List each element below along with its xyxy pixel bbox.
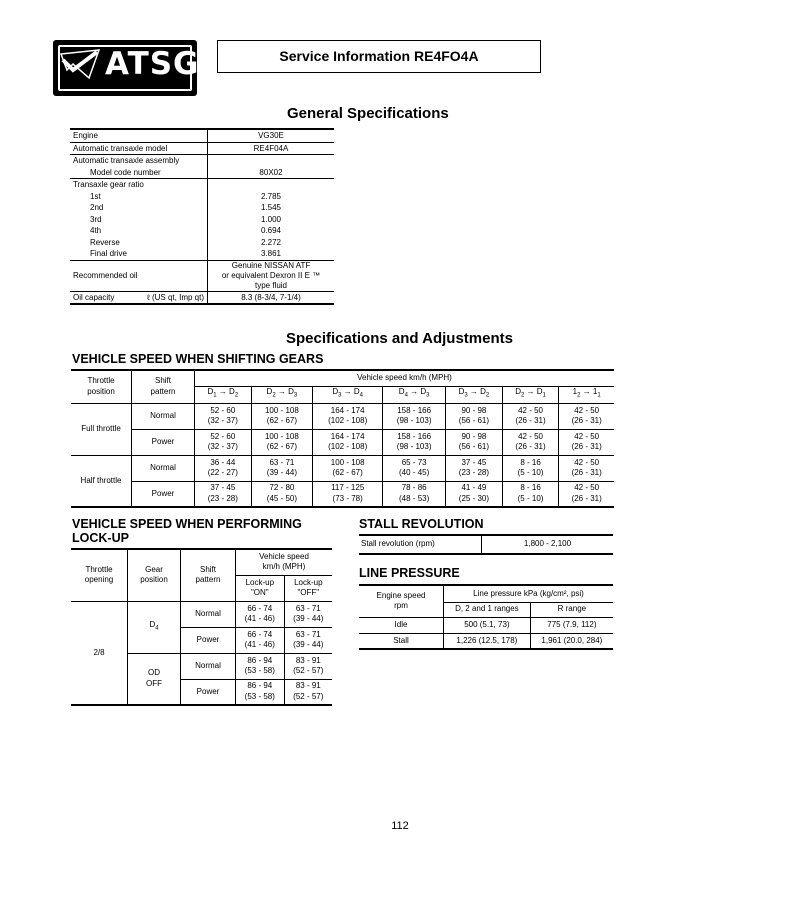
- throttle-opening-header: Throttle opening: [71, 549, 128, 601]
- line-pressure-row: [359, 633, 613, 649]
- speed-cell: 78 - 86 (48 - 53): [383, 481, 446, 507]
- speed-cell: 65 - 73 (40 - 45): [383, 455, 446, 481]
- pattern-cell: Normal: [132, 455, 195, 481]
- pattern-cell: Power: [132, 429, 195, 455]
- line-pressure-table: [359, 584, 613, 650]
- engine-speed-cell: Idle: [359, 617, 444, 633]
- capacity-value: 8.3 (8-3/4, 7-1/4): [208, 291, 335, 304]
- spec-label: Transaxle gear ratio: [70, 179, 208, 191]
- spec-row: [70, 248, 334, 260]
- r-range-cell: 775 (7.9, 112): [530, 617, 613, 633]
- lockup-on-cell: 66 - 74 (41 - 46): [236, 601, 285, 627]
- throttle-opening-cell: 2/8: [71, 601, 128, 705]
- speed-cell: 42 - 50 (26 - 31): [502, 403, 559, 429]
- shift-row: [71, 455, 614, 481]
- service-info-title: Service Information RE4FO4A: [279, 48, 479, 64]
- shift-column-header: $D_1 \to D_2$: [195, 386, 252, 403]
- speed-cell: 164 - 174 (102 - 108): [313, 403, 383, 429]
- spec-label: 1st: [90, 191, 101, 201]
- stall-value: 1,800 - 2,100: [482, 535, 614, 554]
- lockup-off-cell: 83 - 91 (52 - 57): [284, 679, 332, 705]
- spec-value: 1.545: [208, 202, 335, 214]
- r-range-header: R range: [530, 602, 613, 617]
- throttle-position-header: Throttle position: [71, 370, 132, 403]
- speed-cell: 100 - 108 (62 - 67): [251, 429, 313, 455]
- d-range-cell: 500 (5.1, 73): [444, 617, 531, 633]
- lockup-on-cell: 86 - 94 (53 - 58): [236, 679, 285, 705]
- spec-row: [70, 225, 334, 237]
- speed-cell: 90 - 98 (56 - 61): [446, 403, 503, 429]
- atsg-logo: [53, 40, 200, 96]
- speed-cell: 37 - 45 (23 - 28): [446, 455, 503, 481]
- capacity-row: [70, 291, 334, 304]
- pattern-cell: Normal: [181, 653, 236, 679]
- spec-value: 2.272: [208, 237, 335, 249]
- general-specs-title: General Specifications: [287, 105, 449, 122]
- lockup-row: [71, 601, 332, 627]
- speed-cell: 72 - 80 (45 - 50): [251, 481, 313, 507]
- shift-row: [71, 481, 614, 507]
- speed-cell: 90 - 98 (56 - 61): [446, 429, 503, 455]
- stall-label: Stall revolution (rpm): [359, 535, 482, 554]
- pattern-cell: Power: [132, 481, 195, 507]
- speed-cell: 42 - 50 (26 - 31): [559, 455, 614, 481]
- spec-row: [70, 237, 334, 249]
- capacity-unit: ℓ (US qt, Imp qt): [147, 292, 204, 302]
- spec-row: [70, 167, 334, 179]
- speed-cell: 42 - 50 (26 - 31): [559, 429, 614, 455]
- logo-text: ATSG: [105, 46, 200, 82]
- capacity-label: [70, 291, 208, 304]
- gear-position-header: Gear position: [128, 549, 181, 601]
- shift-pattern-header: Shift pattern: [132, 370, 195, 403]
- vehicle-speed-header: Vehicle speed km/h (MPH): [195, 370, 615, 386]
- service-info-header: [217, 40, 541, 73]
- line-pressure-row: [359, 617, 613, 633]
- spec-value: VG30E: [208, 129, 335, 142]
- gear-cell-d4: $D_4$: [128, 601, 181, 653]
- spec-value: 3.861: [208, 248, 335, 260]
- spec-row: [70, 179, 334, 191]
- spec-label: 3rd: [90, 214, 102, 224]
- pattern-cell: Normal: [181, 601, 236, 627]
- spec-value: [208, 179, 335, 191]
- d-range-header: D, 2 and 1 ranges: [444, 602, 531, 617]
- gear-cell-od-off: OD OFF: [128, 653, 181, 705]
- pattern-cell: Power: [181, 679, 236, 705]
- speed-cell: 158 - 166 (98 - 103): [383, 403, 446, 429]
- stall-table: [359, 534, 613, 555]
- lockup-off-header: Lock-up "OFF": [284, 575, 332, 601]
- d-range-cell: 1,226 (12.5, 178): [444, 633, 531, 649]
- oil-value-line: or equivalent Dexron II E ™: [221, 270, 321, 280]
- shift-row: [71, 429, 614, 455]
- shift-column-header: $D_2 \to D_1$: [502, 386, 559, 403]
- speed-cell: 42 - 50 (26 - 31): [502, 429, 559, 455]
- lockup-off-cell: 63 - 71 (39 - 44): [284, 601, 332, 627]
- line-pressure-header: Line pressure kPa (kg/cm², psi): [444, 585, 614, 602]
- spec-value: 0.694: [208, 225, 335, 237]
- lockup-on-cell: 66 - 74 (41 - 46): [236, 627, 285, 653]
- shift-speed-title: VEHICLE SPEED WHEN SHIFTING GEARS: [72, 352, 324, 366]
- spec-label: 4th: [90, 226, 102, 235]
- speed-cell: 36 - 44 (22 - 27): [195, 455, 252, 481]
- spec-value: RE4F04A: [208, 142, 335, 155]
- oil-value-line: Genuine NISSAN ATF: [231, 260, 311, 270]
- engine-speed-cell: Stall: [359, 633, 444, 649]
- pattern-cell: Normal: [132, 403, 195, 429]
- speed-cell: 42 - 50 (26 - 31): [559, 403, 614, 429]
- shift-row: [71, 403, 614, 429]
- pattern-cell: Power: [181, 627, 236, 653]
- spec-row: [70, 214, 334, 226]
- checkmark-icon: [59, 48, 103, 80]
- shift-column-header: $1_2 \to 1_1$: [559, 386, 614, 403]
- spec-row: [70, 202, 334, 214]
- spec-row: [70, 142, 334, 155]
- speed-cell: 100 - 108 (62 - 67): [251, 403, 313, 429]
- speed-cell: 100 - 108 (62 - 67): [313, 455, 383, 481]
- speed-cell: 8 - 16 (5 - 10): [502, 455, 559, 481]
- spec-label: Automatic transaxle model: [70, 142, 208, 155]
- speed-cell: 63 - 71 (39 - 44): [251, 455, 313, 481]
- lockup-off-cell: 83 - 91 (52 - 57): [284, 653, 332, 679]
- oil-value: [208, 260, 335, 291]
- speed-cell: 52 - 60 (32 - 37): [195, 403, 252, 429]
- spec-label: Final drive: [90, 249, 127, 258]
- lockup-off-cell: 63 - 71 (39 - 44): [284, 627, 332, 653]
- shift-pattern-header: Shift pattern: [181, 549, 236, 601]
- speed-cell: 158 - 166 (98 - 103): [383, 429, 446, 455]
- spec-row: [70, 129, 334, 142]
- lockup-on-cell: 86 - 94 (53 - 58): [236, 653, 285, 679]
- speed-cell: 164 - 174 (102 - 108): [313, 429, 383, 455]
- spec-value: 80X02: [208, 167, 335, 179]
- shift-column-header: $D_2 \to D_3$: [251, 386, 313, 403]
- shift-column-header: $D_4 \to D_3$: [383, 386, 446, 403]
- vehicle-speed-header: Vehicle speed km/h (MPH): [236, 549, 333, 575]
- spec-value: [208, 155, 335, 167]
- capacity-label-text: Oil capacity: [73, 292, 115, 302]
- lockup-title-2: LOCK-UP: [72, 531, 129, 545]
- spec-label: Reverse: [90, 237, 120, 247]
- lockup-title-1: VEHICLE SPEED WHEN PERFORMING: [72, 517, 302, 531]
- shift-speed-table: [71, 369, 614, 508]
- throttle-cell: Half throttle: [71, 455, 132, 507]
- shift-column-header: $D_3 \to D_2$: [446, 386, 503, 403]
- engine-speed-header: Engine speed rpm: [359, 585, 444, 617]
- oil-label: Recommended oil: [70, 260, 208, 291]
- spec-value: 1.000: [208, 214, 335, 226]
- oil-value-line: type fluid: [254, 280, 288, 290]
- spec-label: Engine: [70, 129, 208, 142]
- shift-column-header: $D_3 \to D_4$: [313, 386, 383, 403]
- spec-label: Automatic transaxle assembly: [70, 155, 208, 167]
- r-range-cell: 1,961 (20.0, 284): [530, 633, 613, 649]
- spec-row: [70, 155, 334, 167]
- speed-cell: 52 - 60 (32 - 37): [195, 429, 252, 455]
- oil-row: [70, 260, 334, 291]
- stall-title: STALL REVOLUTION: [359, 517, 484, 531]
- spec-label: 2nd: [90, 203, 104, 212]
- speed-cell: 37 - 45 (23 - 28): [195, 481, 252, 507]
- spec-adj-title: Specifications and Adjustments: [286, 330, 513, 347]
- lockup-on-header: Lock-up "ON": [236, 575, 285, 601]
- line-pressure-title: LINE PRESSURE: [359, 566, 460, 580]
- general-specs-table: [70, 128, 334, 305]
- throttle-cell: Full throttle: [71, 403, 132, 455]
- spec-label: Model code number: [90, 167, 161, 177]
- speed-cell: 42 - 50 (26 - 31): [559, 481, 614, 507]
- speed-cell: 41 - 49 (25 - 30): [446, 481, 503, 507]
- speed-cell: 117 - 125 (73 - 78): [313, 481, 383, 507]
- lockup-table: [71, 548, 332, 706]
- spec-value: 2.785: [208, 191, 335, 203]
- page-number: 112: [391, 820, 409, 832]
- speed-cell: 8 - 16 (5 - 10): [502, 481, 559, 507]
- spec-row: [70, 191, 334, 203]
